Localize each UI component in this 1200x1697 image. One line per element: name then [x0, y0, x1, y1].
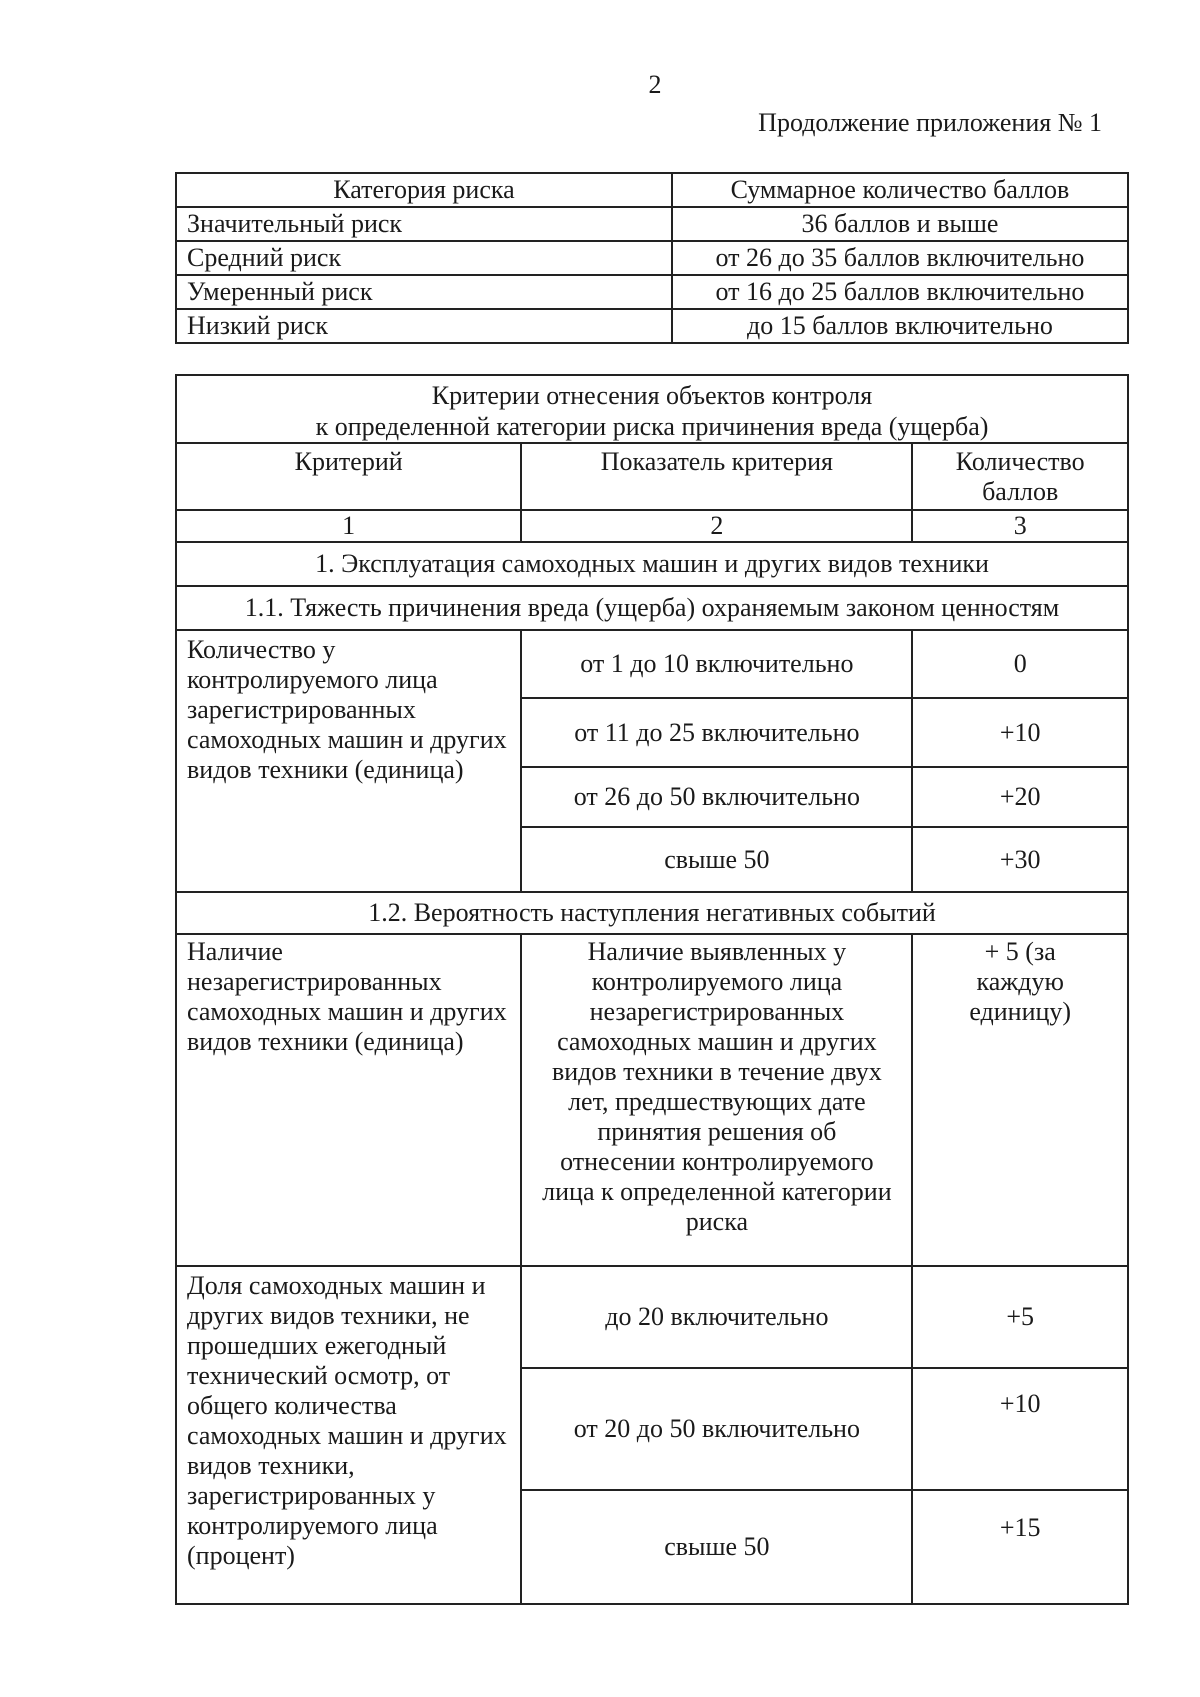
criteria-title	[176, 375, 1128, 443]
points-cell: +15	[912, 1490, 1128, 1604]
risk-category-cell: Значительный риск	[176, 207, 672, 241]
subsection-row	[176, 892, 1128, 934]
indicator-cell: свыше 50	[521, 827, 912, 892]
criteria-table	[175, 374, 1129, 1605]
header-criterion: Критерий	[176, 443, 521, 510]
table-row	[176, 275, 1128, 309]
points-cell: +10	[912, 1368, 1128, 1490]
risk-points-cell: до 15 баллов включительно	[672, 309, 1128, 343]
criterion-no-inspection-share: Доля самоходных машин и других видов техники, не прошедших ежегодный технический осмотр, от общего количества самоходных машин и других видов техники, зарегистрированных у контролируемого лица (процент)	[176, 1266, 521, 1604]
points-cell: +30	[912, 827, 1128, 892]
points-cell: +20	[912, 767, 1128, 827]
column-number-row	[176, 510, 1128, 542]
table-row	[176, 241, 1128, 275]
risk-category-table	[175, 172, 1129, 344]
indicator-cell: до 20 включительно	[521, 1266, 912, 1368]
indicator-cell: от 1 до 10 включительно	[521, 630, 912, 698]
criteria-header-row	[176, 443, 1128, 510]
risk-category-cell: Низкий риск	[176, 309, 672, 343]
page-number: 2	[648, 70, 662, 99]
header-indicator: Показатель критерия	[521, 443, 912, 510]
subsection-1-2-title: 1.2. Вероятность наступления негативных событий	[176, 892, 1128, 934]
indicator-cell: от 11 до 25 включительно	[521, 698, 912, 767]
header-total-points: Суммарное количество баллов	[672, 173, 1128, 207]
criterion-registered-machines: Количество у контролируемого лица зарегистрированных самоходных машин и других видов техники (единица)	[176, 630, 521, 892]
subsection-row	[176, 586, 1128, 630]
points-per-unit: + 5 (за каждую единицу)	[912, 934, 1128, 1266]
points-cell: +10	[912, 698, 1128, 767]
criteria-title-row	[176, 375, 1128, 443]
table-row	[176, 934, 1128, 1266]
column-number: 3	[912, 510, 1128, 542]
indicator-cell: свыше 50	[521, 1490, 912, 1604]
risk-points-cell: 36 баллов и выше	[672, 207, 1128, 241]
subsection-1-1-title: 1.1. Тяжесть причинения вреда (ущерба) охраняемым законом ценностям	[176, 586, 1128, 630]
table-row	[176, 309, 1128, 343]
risk-category-cell: Средний риск	[176, 241, 672, 275]
header-risk-category: Категория риска	[176, 173, 672, 207]
criterion-unregistered-machines: Наличие незарегистрированных самоходных машин и других видов техники (единица)	[176, 934, 521, 1266]
table-row	[176, 207, 1128, 241]
indicator-unregistered-machines: Наличие выявленных у контролируемого лица незарегистрированных самоходных машин и других видов техники в течение двух лет, предшествующих дате принятия решения об отнесении контролируемого лица к определенной категории риска	[521, 934, 912, 1266]
points-cell: +5	[912, 1266, 1128, 1368]
criteria-title-line-1: Критерии отнесения объектов контроля	[431, 381, 873, 410]
header-points: Количество баллов	[912, 443, 1128, 510]
indicator-cell: от 26 до 50 включительно	[521, 767, 912, 827]
section-1-title: 1. Эксплуатация самоходных машин и других видов техники	[176, 542, 1128, 586]
column-number: 1	[176, 510, 521, 542]
column-number: 2	[521, 510, 912, 542]
table-row	[176, 630, 1128, 698]
section-row	[176, 542, 1128, 586]
indicator-cell: от 20 до 50 включительно	[521, 1368, 912, 1490]
criteria-title-line-2: к определенной категории риска причинения вреда (ущерба)	[315, 412, 989, 441]
appendix-continuation-label: Продолжение приложения № 1	[758, 108, 1102, 137]
risk-points-cell: от 16 до 25 баллов включительно	[672, 275, 1128, 309]
table-header-row	[176, 173, 1128, 207]
risk-category-cell: Умеренный риск	[176, 275, 672, 309]
risk-points-cell: от 26 до 35 баллов включительно	[672, 241, 1128, 275]
table-row	[176, 1266, 1128, 1368]
points-cell: 0	[912, 630, 1128, 698]
